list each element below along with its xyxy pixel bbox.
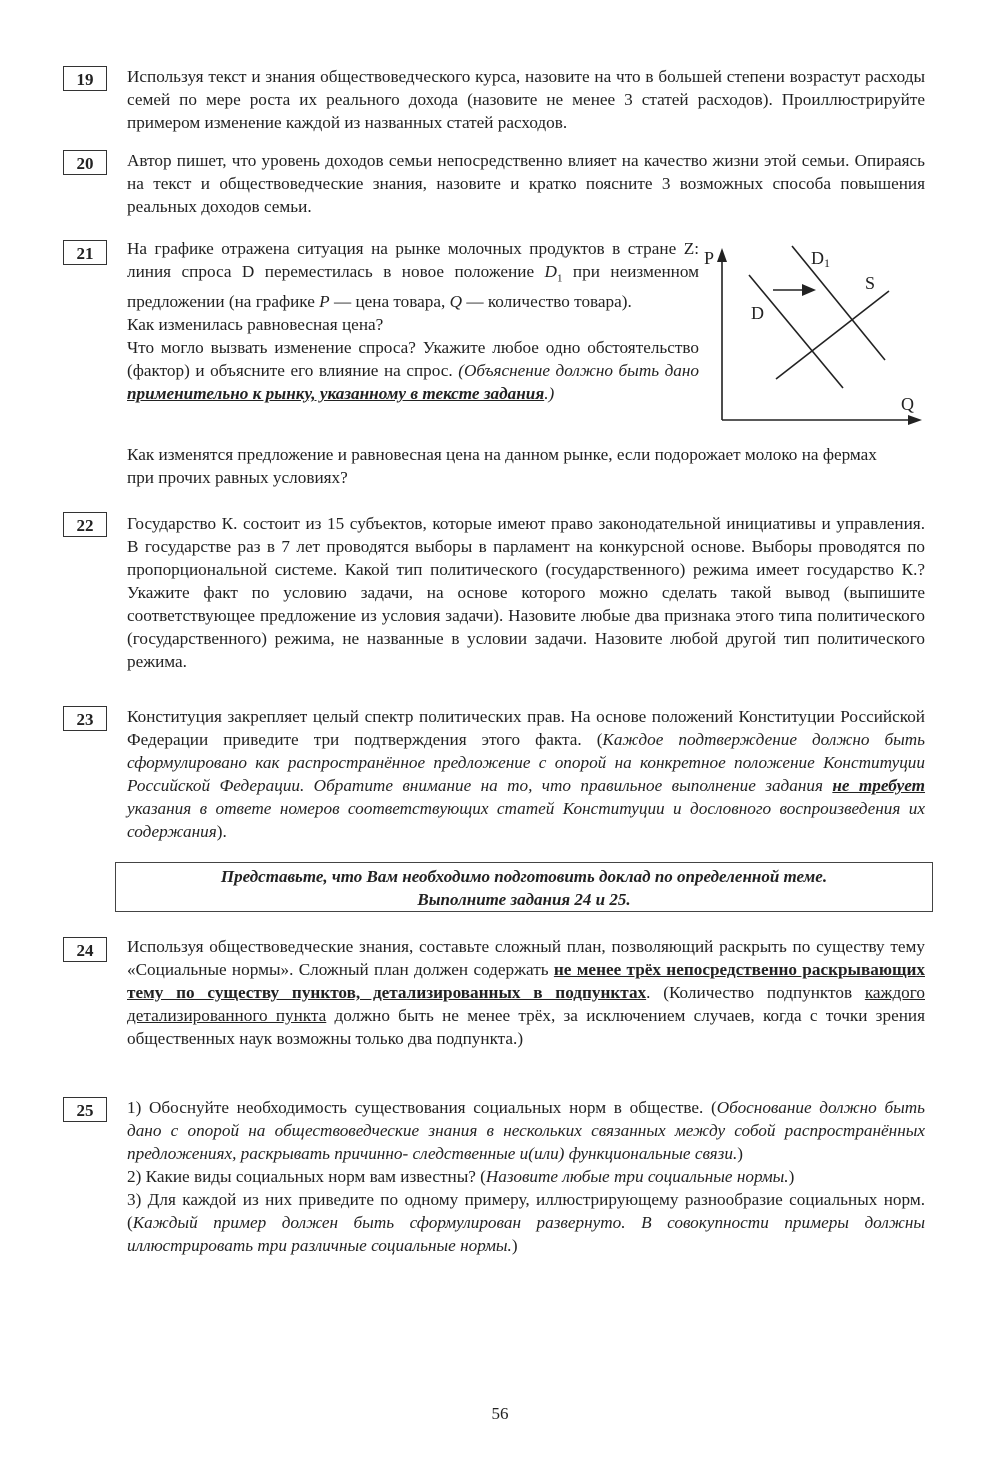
text-segment: 1) Обоснуйте необходимость существования социальных норм в обществе. (: [127, 1098, 717, 1117]
task-paragraph: [127, 149, 925, 218]
task-22-text: [127, 512, 925, 673]
task-19-text: [127, 65, 925, 134]
task-paragraph: [127, 1165, 925, 1188]
task-paragraph: [127, 935, 925, 1050]
text-segment: каждого детализированного пункта: [127, 983, 925, 1025]
text-segment: Используя текст и знания обществоведческого курса, назовите на что в большей степени возрастут расходы семей по мере роста их реального дохода (назовите не менее 3 статей расходов). Проиллюстрируйте примером изменение каждой из названных статей расходов.: [127, 67, 925, 132]
task-number-24: 24: [63, 937, 107, 962]
text-segment: Каждое подтверждение должно быть сформулировано как распространённое предложение с опорой на конкретное положение Конституции Российской Федерации. Обратите внимание на то, что правильное выполнение задания: [127, 730, 925, 795]
text-segment: D: [544, 262, 557, 281]
s-label: S: [865, 273, 876, 293]
text-segment: . (Количество подпунктов: [646, 983, 865, 1002]
text-segment: Q: [449, 292, 463, 312]
banner-line-2: Выполните задания 24 и 25.: [417, 890, 631, 909]
text-segment: Назовите любые три социальные нормы.: [485, 1167, 789, 1186]
task-paragraph: [127, 443, 907, 489]
text-segment: Что могло вызвать изменение спроса? Укажите любое одно обстоятельство (фактор) и объясните его влияние на спрос.: [127, 338, 699, 381]
text-segment: не требует: [832, 776, 926, 795]
task-25-text: [127, 1096, 925, 1257]
task-paragraph: [127, 336, 699, 405]
instruction-banner: [115, 862, 933, 912]
text-segment: при неизменном предложении (на графике: [127, 262, 699, 312]
task-24-text: [127, 935, 925, 1050]
q-axis-arrowhead: [908, 415, 922, 425]
shift-arrowhead: [802, 284, 816, 296]
text-segment: P: [319, 292, 330, 312]
task-20-text: [127, 149, 925, 218]
task-paragraph: [127, 1188, 925, 1257]
text-segment: ): [788, 1167, 795, 1186]
task-paragraph: [127, 1096, 925, 1165]
page-number: 56: [491, 1404, 509, 1423]
text-segment: должно быть не менее трёх, за исключением случаев, когда с точки зрения общественных наук возможны только два подпункта.): [127, 1006, 925, 1048]
p-label: P: [704, 248, 715, 268]
task-number-21: 21: [63, 240, 107, 265]
text-segment: Используя обществоведческие знания, составьте сложный план, позволяющий раскрыть по существу тему «Социальные нормы». Сложный план должен содержать: [127, 937, 925, 979]
task-21-text: [127, 237, 699, 405]
task-paragraph: [127, 512, 925, 673]
text-segment: Автор пишет, что уровень доходов семьи непосредственно влияет на качество жизни этой семьи. Опираясь на текст и обществоведческие знания, назовите и кратко поясните 3 возможных способа повышения реальных доходов семьи.: [127, 151, 925, 216]
text-segment: ).: [216, 822, 227, 841]
text-segment: .): [544, 384, 555, 404]
task-21-tail: [127, 443, 907, 489]
text-segment: ): [511, 1236, 518, 1255]
task-paragraph: [127, 65, 925, 134]
task-paragraph: [127, 705, 925, 843]
text-segment: (Объяснение должно быть дано: [458, 361, 699, 381]
task-paragraph: [127, 237, 699, 313]
supply-demand-graph: [690, 230, 930, 430]
text-segment: ): [737, 1144, 744, 1163]
text-segment: Как изменятся предложение и равновесная цена на данном рынке, если подорожает молоко на фермах при прочих равных условиях?: [127, 445, 877, 487]
supply-line-s: [776, 291, 889, 379]
text-segment: Конституция закрепляет целый спектр политических прав. На основе положений Конституции Российской Федерации приведите три подтверждения этого факта. (: [127, 707, 925, 749]
text-segment: Как изменилась равновесная цена?: [127, 315, 384, 335]
task-number-25: 25: [63, 1097, 107, 1122]
text-segment: — цена товара,: [329, 292, 450, 312]
text-segment: — количество товара).: [462, 292, 632, 312]
text-segment: 3) Для каждой из них приведите по одному примеру, иллюстрирующему разнообразие социальных норм. (: [127, 1190, 925, 1232]
p-axis-arrowhead: [717, 248, 727, 262]
task-number-20: 20: [63, 150, 107, 175]
task-23-text: [127, 705, 925, 843]
d1-label: D1: [811, 248, 830, 270]
text-segment: На графике отражена ситуация на рынке молочных продуктов в стране Z: линия спроса D переместилась в новое положение: [127, 239, 699, 281]
text-segment: Каждый пример должен быть сформулирован развернуто. В совокупности примеры должны иллюстрировать три различные социальные нормы.: [127, 1213, 925, 1255]
task-number-19: 19: [63, 66, 107, 91]
task-number-22: 22: [63, 512, 107, 537]
text-segment: Государство К. состоит из 15 субъектов, которые имеют право законодательной инициативы и управления. В государстве раз в 7 лет проводятся выборы в парламент на конкурсной основе. Выборы проводятся по пропорциональной системе. Какой тип политического (государственного) режима имеет государство К.? Укажите факт по условию задачи, на основе которого можно сделать такой вывод (выпишите соответствующее предложение из условия задачи). Назовите любые два признака этого типа политического (государственного) режима, не названные в условии задачи. Назовите любой другой тип политического режима.: [127, 514, 925, 671]
text-segment: 2) Какие виды социальных норм вам известны? (: [127, 1167, 486, 1186]
text-segment: Обоснование должно быть дано с опорой на обществоведческие знания в нескольких связанных между собой распространённых предложениях, раскрывать причинно- следственные и(или) функциональные связи.: [127, 1098, 925, 1163]
q-label: Q: [901, 394, 914, 414]
text-segment: применительно к рынку, указанному в тексте задания: [127, 384, 545, 404]
task-paragraph: [127, 313, 699, 336]
text-segment: не менее трёх непосредственно раскрывающих тему по существу пунктов, детализированных в подпунктах: [127, 960, 925, 1002]
banner-line-1: Представьте, что Вам необходимо подготовить доклад по определенной теме.: [220, 867, 828, 886]
text-segment: 1: [556, 272, 563, 285]
d-label: D: [751, 303, 764, 323]
task-number-23: 23: [63, 706, 107, 731]
text-segment: указания в ответе номеров соответствующих статей Конституции и дословного воспроизведения их содержания: [127, 799, 925, 841]
